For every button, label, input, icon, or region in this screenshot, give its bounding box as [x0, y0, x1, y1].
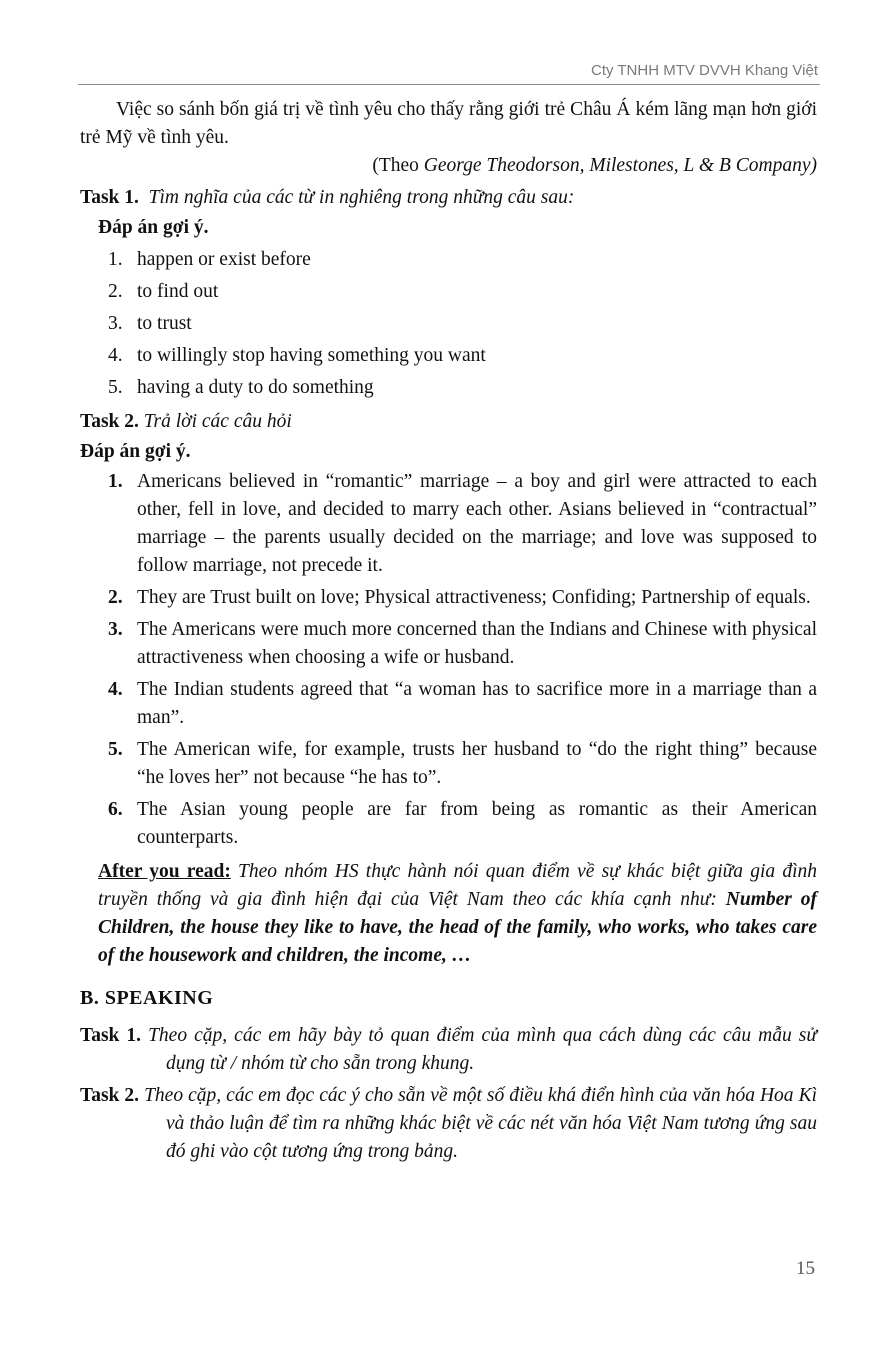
- list-item: 5. The American wife, for example, trusts her husband to “do the right thing” because “he loves her” not because “he has to”.: [108, 739, 817, 788]
- list-item: 1. Americans believed in “romantic” marriage – a boy and girl were attracted to each other, fell in love, and decided to marry each other. Asians believed in “contractual” marriage – the parents usually decided on the marriage; and love was supposed to follow marriage, not precede it.: [108, 471, 817, 576]
- speaking-task2: [80, 1082, 817, 1166]
- source-prefix: (Theo: [372, 155, 424, 176]
- speaking-task1: [80, 1022, 817, 1078]
- after-you-read-label: After you read:: [98, 861, 231, 882]
- page-number: 15: [796, 1258, 815, 1279]
- task2-heading: [80, 408, 817, 436]
- task1-answer-heading: Đáp án gợi ý.: [98, 217, 209, 238]
- list-item: 2. They are Trust built on love; Physical attractiveness; Confiding; Partnership of equals.: [108, 587, 811, 608]
- after-you-read-text: Theo nhóm HS thực hành nói quan điểm về sự khác biệt giữa gia đình truyền thống và gia đình hiện đại của Việt Nam theo các khía cạnh như:: [98, 861, 818, 910]
- speaking-task2-label: Task 2.: [80, 1085, 140, 1106]
- task1-instruction: Tìm nghĩa của các từ in nghiêng trong những câu sau:: [148, 187, 575, 208]
- list-item: 3. The Americans were much more concerned than the Indians and Chinese with physical attractiveness when choosing a wife or husband.: [108, 619, 817, 668]
- task1-answer-list: [80, 244, 817, 404]
- list-item: 3. to trust: [108, 313, 192, 334]
- speaking-task2-text: Theo cặp, các em đọc các ý cho sẵn về một số điều khá điển hình của văn hóa Hoa Kì và thảo luận để tìm ra những khác biệt về các nét văn hóa Việt Nam tương ứng sau đó ghi vào cột tương ứng trong bảng.: [139, 1085, 818, 1162]
- intro-paragraph: Việc so sánh bốn giá trị về tình yêu cho thấy rằng giới trẻ Châu Á kém lãng mạn hơn giới trẻ Mỹ về tình yêu.: [80, 99, 817, 148]
- task2-instruction: Trả lời các câu hỏi: [143, 411, 292, 432]
- task1-label: Task 1.: [80, 187, 139, 208]
- list-item: 6. The Asian young people are far from being as romantic as their American counterparts.: [108, 799, 817, 848]
- source-italic: George Theodorson, Milestones, L & B Company): [423, 155, 817, 176]
- list-item: 1. happen or exist before: [108, 249, 311, 270]
- task2-label: Task 2.: [80, 411, 139, 432]
- task2-answer-list: [80, 468, 817, 852]
- company-name: Cty TNHH MTV DVVH Khang Việt: [590, 62, 818, 79]
- after-you-read-aspects: Number of Children, the house they like to have, the head of the family, who works, who takes care of the housework and children, the income, …: [98, 889, 817, 966]
- list-item: 4. The Indian students agreed that “a woman has to sacrifice more in a marriage than a man”.: [108, 679, 817, 728]
- section-heading-speaking: B. SPEAKING: [80, 987, 214, 1009]
- running-header: [78, 60, 820, 85]
- page-content: [80, 96, 817, 1170]
- list-item: 2. to find out: [108, 281, 219, 302]
- speaking-task1-text: Theo cặp, các em hãy bày tỏ quan điểm của mình qua cách dùng các câu mẫu sử dụng từ / nhóm từ cho sẵn trong khung.: [141, 1025, 817, 1074]
- task1-heading: [80, 184, 817, 212]
- task2-answer-heading: Đáp án gợi ý.: [80, 441, 191, 462]
- speaking-task1-label: Task 1.: [80, 1025, 142, 1046]
- after-you-read: [98, 858, 817, 970]
- list-item: 4. to willingly stop having something you want: [108, 345, 486, 366]
- list-item: 5. having a duty to do something: [108, 377, 374, 398]
- source-citation: [80, 152, 817, 180]
